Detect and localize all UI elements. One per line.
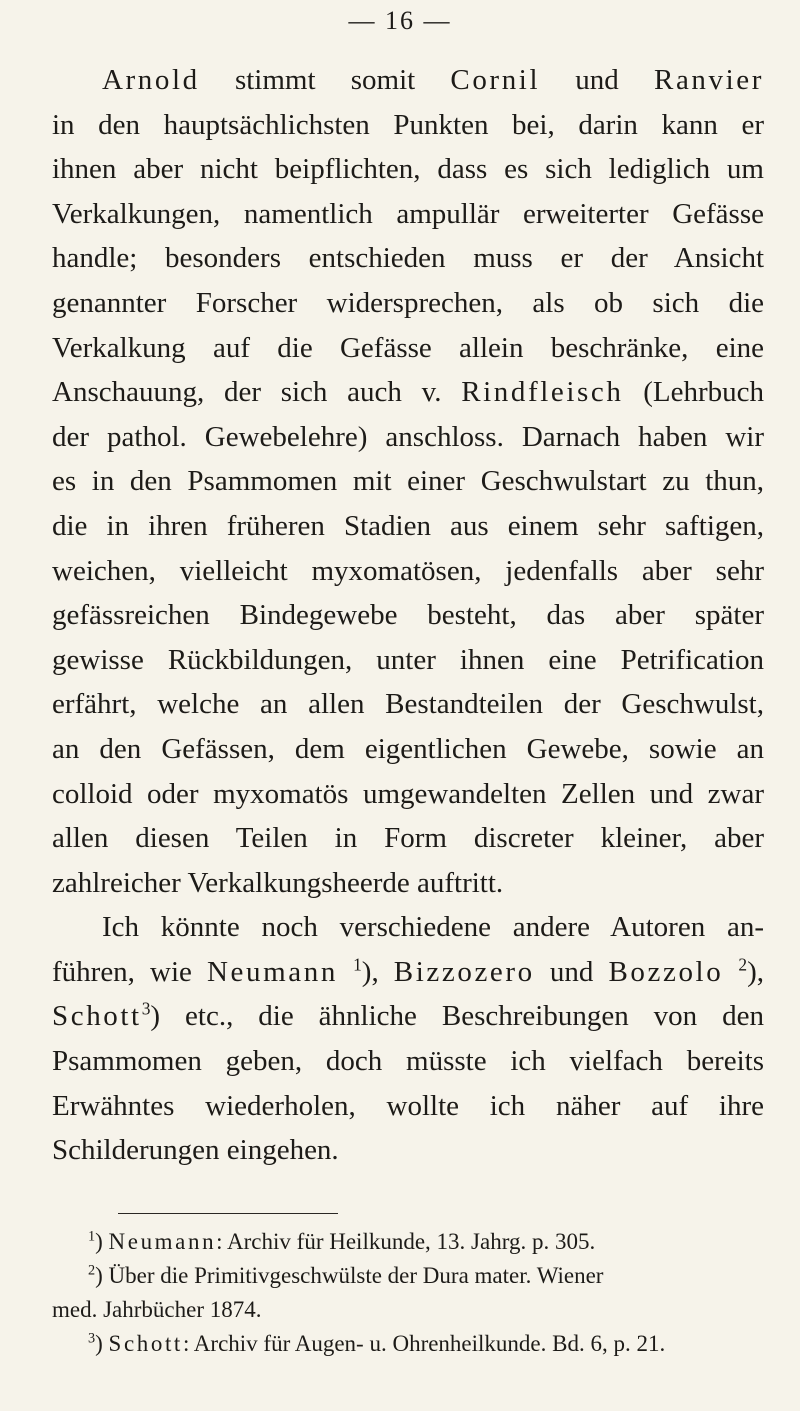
text-fragment: Anschauung, der sich auch v.: [52, 376, 462, 409]
footnote-author: Neumann: [108, 1229, 217, 1254]
footnote-2-continuation: med. Jahrbücher 1874.: [52, 1297, 262, 1322]
text-line: allen diesen Teilen in Form discreter kleiner, aber: [52, 822, 764, 855]
author-name-rindfleisch: Rindfleisch: [461, 376, 624, 409]
footnote-marker: 2: [88, 1262, 96, 1279]
footnote-2: [52, 1259, 764, 1293]
author-name-bizzozero: Bizzozero: [393, 955, 535, 988]
text-fragment: ),: [747, 955, 765, 988]
footnotes: [52, 1225, 764, 1361]
author-name-arnold: Arnold: [102, 64, 200, 96]
footnote-marker: 3: [88, 1330, 96, 1347]
footnote-author: Schott: [108, 1331, 183, 1356]
text-line: [52, 994, 764, 1039]
footnote-text: : Archiv für Heilkunde, 13. Jahrg. p. 305.: [216, 1229, 596, 1254]
text-line: colloid oder myxomatös umgewandelten Zellen und zwar: [52, 777, 764, 810]
text-line: [52, 58, 764, 103]
text-line: in den hauptsächlichsten Punkten bei, darin kann er: [52, 108, 764, 141]
text-line: Psammomen geben, doch müsste ich vielfach bereits: [52, 1045, 764, 1078]
footnote-text: : Archiv für Augen- u. Ohrenheilkunde. Bd. 6, p. 21.: [182, 1331, 666, 1356]
text-line: gewisse Rückbildungen, unter ihnen eine Petrification: [52, 643, 764, 676]
footnote-ref: 1: [353, 954, 362, 975]
text-fragment: stimmt somit: [199, 64, 451, 96]
text-fragment: und: [540, 64, 654, 96]
text-line: an den Gefässen, dem eigentlichen Gewebe, sowie an: [52, 732, 764, 765]
text-line: [52, 370, 764, 415]
text-fragment: führen, wie: [52, 955, 208, 988]
author-name-ranvier: Ranvier: [654, 64, 765, 96]
text-line: der pathol. Gewebelehre) anschloss. Darnach haben wir: [52, 420, 764, 453]
footnote-text: ) Über die Primitivgeschwülste der Dura mater. Wiener: [95, 1263, 604, 1288]
text-line: ihnen aber nicht beipflichten, dass es sich lediglich um: [52, 153, 764, 186]
text-line: handle; besonders entschieden muss er der Ansicht: [52, 242, 764, 275]
text-line: Erwähntes wiederholen, wollte ich näher auf ihre: [52, 1089, 764, 1122]
text-line: [52, 950, 764, 995]
text-line: Schilderungen eingehen.: [52, 1134, 339, 1167]
footnote-ref: 2: [738, 954, 748, 975]
author-name-neumann: Neumann: [207, 955, 338, 988]
footnote-marker: 1: [88, 1228, 96, 1245]
text-line: zahlreicher Verkalkungsheerde auftritt.: [52, 866, 504, 899]
text-line: es in den Psammomen mit einer Geschwulstart zu thun,: [52, 465, 764, 498]
body-text: [52, 58, 764, 1173]
text-line: Ich könnte noch verschiedene andere Autoren an-: [102, 911, 764, 944]
text-line: erfährt, welche an allen Bestandteilen der Geschwulst,: [52, 688, 764, 721]
author-name-cornil: Cornil: [450, 64, 541, 96]
page-number: — 16 —: [348, 6, 452, 35]
text-line: gefässreichen Bindegewebe besteht, das aber später: [52, 599, 764, 632]
footnote-ref: 3: [141, 998, 151, 1019]
text-line: die in ihren früheren Stadien aus einem sehr saftigen,: [52, 509, 764, 542]
author-name-bozzolo: Bozzolo: [608, 955, 724, 988]
footnote-divider: [118, 1213, 338, 1214]
text-fragment: und: [534, 955, 609, 988]
footnote-3: $^3$) Schott: Archiv für Augen- u. Ohrenheilkunde. Bd. 6, p. 21.: [88, 1330, 666, 1356]
footnote-1: $^1$) Neumann: Archiv für Heilkunde, 13. Jahrg. p. 305.: [88, 1228, 596, 1254]
text-fragment: (Lehrbuch: [623, 376, 764, 409]
author-name-schott: Schott: [52, 1000, 142, 1033]
text-fragment: ) etc., die ähnliche Beschreibungen von den: [150, 1000, 764, 1033]
text-line: weichen, vielleicht myxomatösen, jedenfalls aber sehr: [52, 554, 764, 587]
text-line: Verkalkung auf die Gefässe allein beschränke, eine: [52, 331, 764, 364]
text-fragment: ),: [361, 955, 394, 988]
text-line: genannter Forscher widersprechen, als ob sich die: [52, 286, 764, 319]
text-line: Verkalkungen, namentlich ampullär erweiterter Gefässe: [52, 197, 764, 230]
